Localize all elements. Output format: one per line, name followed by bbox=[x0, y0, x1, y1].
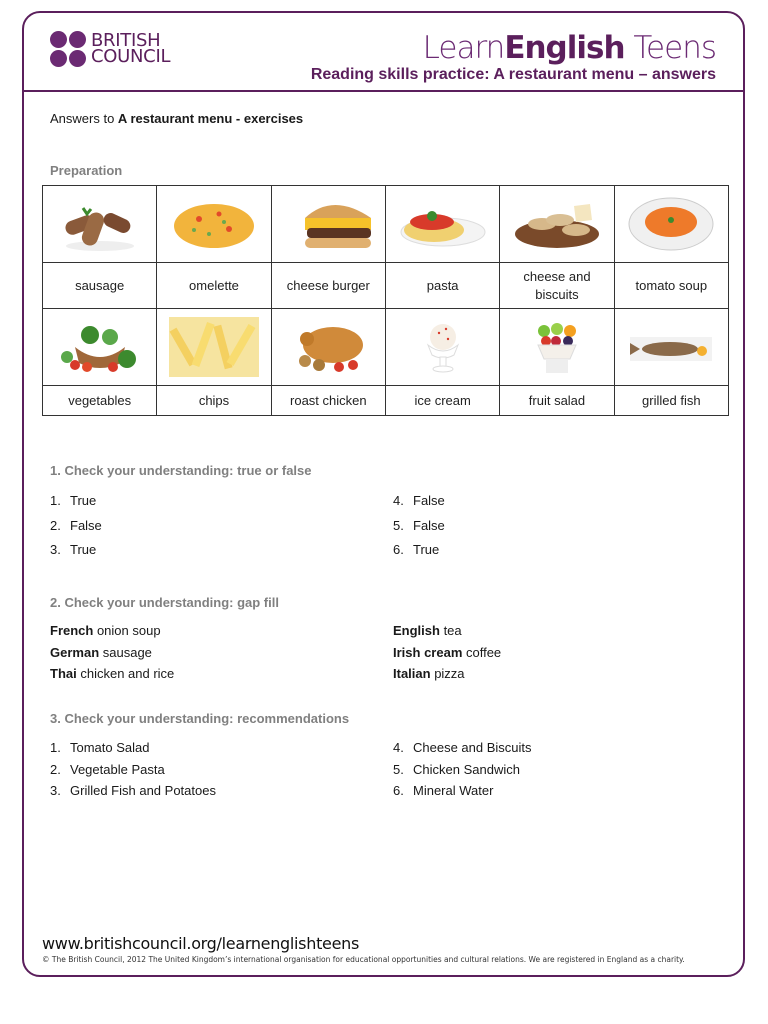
food-label: chips bbox=[157, 386, 271, 416]
grilled-fish-image-icon bbox=[626, 317, 716, 377]
document-title: Reading skills practice: A restaurant menu – answers bbox=[310, 66, 716, 83]
brand-teens: Teens bbox=[624, 30, 716, 66]
brand-learn: Learn bbox=[422, 30, 505, 66]
sausage-image-icon bbox=[55, 194, 145, 254]
answer-item: 6. Mineral Water bbox=[393, 783, 494, 798]
roast-chicken-image-icon bbox=[283, 317, 373, 377]
footer-url: www.britishcouncil.org/learnenglishteens bbox=[42, 934, 360, 953]
intro-prefix: Answers to bbox=[50, 111, 118, 126]
logo-dots-icon bbox=[50, 31, 86, 67]
answers-right-column bbox=[393, 740, 532, 805]
food-cell-ice-cream bbox=[385, 309, 499, 386]
chips-image-icon bbox=[169, 317, 259, 377]
answer-item: 5. Chicken Sandwich bbox=[393, 761, 520, 777]
answers-left-column bbox=[50, 740, 216, 805]
food-cell-roast-chicken bbox=[271, 309, 385, 386]
food-label: sausage bbox=[43, 263, 157, 309]
food-label: omelette bbox=[157, 263, 271, 309]
answer-item: 1. True bbox=[50, 493, 97, 508]
food-label: fruit salad bbox=[500, 386, 614, 416]
cheese-biscuits-image-icon bbox=[512, 194, 602, 254]
food-cell-grilled-fish bbox=[614, 309, 728, 386]
food-vocabulary-table bbox=[42, 185, 729, 416]
food-label: cheese burger bbox=[271, 263, 385, 309]
gap-fill-heading: 2. Check your understanding: gap fill bbox=[50, 595, 279, 610]
answers-left-column bbox=[50, 623, 174, 688]
pasta-image-icon bbox=[398, 194, 488, 254]
food-cell-pasta bbox=[385, 186, 499, 263]
vegetables-image-icon bbox=[55, 317, 145, 377]
food-label: tomato soup bbox=[614, 263, 728, 309]
answer-item: 5. False bbox=[393, 517, 445, 533]
header-divider bbox=[22, 90, 745, 92]
answer-item: Italian pizza bbox=[393, 666, 465, 681]
ice-cream-image-icon bbox=[398, 317, 488, 377]
logo-line-2: COUNCIL bbox=[91, 46, 171, 67]
cheese-burger-image-icon bbox=[283, 194, 373, 254]
food-label: pasta bbox=[385, 263, 499, 309]
food-cell-tomato-soup bbox=[614, 186, 728, 263]
answer-item: English tea bbox=[393, 623, 462, 638]
answer-item: 2. False bbox=[50, 517, 102, 533]
brand-english: English bbox=[504, 30, 625, 66]
food-cell-omelette bbox=[157, 186, 271, 263]
answer-item: 2. Vegetable Pasta bbox=[50, 761, 165, 777]
food-cell-cheese-and-biscuits bbox=[500, 186, 614, 263]
true-false-heading: 1. Check your understanding: true or false bbox=[50, 463, 312, 478]
answer-item: 1. Tomato Salad bbox=[50, 740, 150, 755]
answer-item: 4. False bbox=[393, 493, 445, 508]
answer-item: Thai chicken and rice bbox=[50, 666, 175, 681]
tomato-soup-image-icon bbox=[626, 194, 716, 254]
food-cell-sausage bbox=[43, 186, 157, 263]
food-label: roast chicken bbox=[271, 386, 385, 416]
omelette-image-icon bbox=[169, 194, 259, 254]
answers-right-column bbox=[393, 493, 445, 567]
answer-item: German sausage bbox=[50, 644, 152, 660]
food-label: grilled fish bbox=[614, 386, 728, 416]
food-label: vegetables bbox=[43, 386, 157, 416]
food-label: ice cream bbox=[385, 386, 499, 416]
page-frame bbox=[22, 11, 745, 977]
footer-copyright: © The British Council, 2012 The United Kingdom’s international organisation for educational opportunities and cultural relations. We are registered in England as a charity. bbox=[42, 955, 685, 964]
recommendations-heading: 3. Check your understanding: recommendations bbox=[50, 711, 350, 726]
answers-left-column bbox=[50, 493, 102, 567]
answers-right-column bbox=[393, 623, 501, 688]
intro-title: A restaurant menu - exercises bbox=[117, 111, 304, 126]
food-cell-chips bbox=[157, 309, 271, 386]
answer-item: 3. Grilled Fish and Potatoes bbox=[50, 783, 216, 798]
answer-item: French onion soup bbox=[50, 623, 161, 638]
food-label: cheese and biscuits bbox=[500, 263, 614, 309]
answer-item: 4. Cheese and Biscuits bbox=[393, 740, 532, 755]
food-cell-vegetables bbox=[43, 309, 157, 386]
food-cell-cheese-burger bbox=[271, 186, 385, 263]
fruit-salad-image-icon bbox=[512, 317, 602, 377]
british-council-logo bbox=[50, 31, 170, 67]
intro-line bbox=[50, 111, 303, 126]
answer-item: 6. True bbox=[393, 542, 440, 557]
answer-item: 3. True bbox=[50, 542, 97, 557]
learnenglish-teens-brand bbox=[423, 30, 716, 66]
answer-item: Irish cream coffee bbox=[393, 644, 502, 660]
logo-line-1: BRITISH bbox=[91, 30, 161, 51]
food-cell-fruit-salad bbox=[500, 309, 614, 386]
preparation-heading: Preparation bbox=[50, 163, 123, 178]
